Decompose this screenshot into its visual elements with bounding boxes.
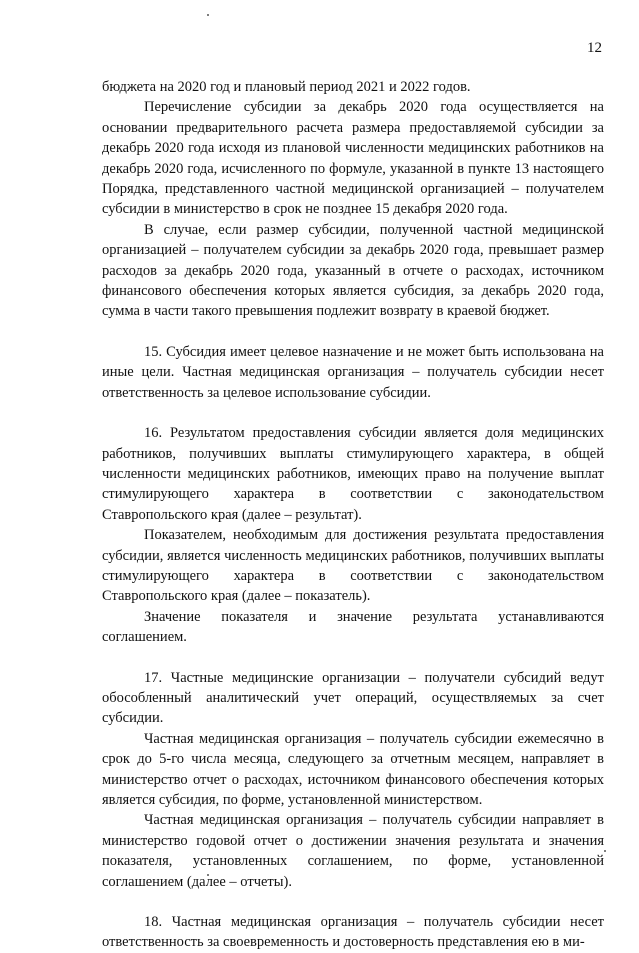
paragraph: В случае, если размер субсидии, полученной частной медицинской организацией – получателем субсидии за декабрь 2020 года, превышает размер расходов за декабрь 2020 года, указанный в отчете о расходах, источником финансового обеспечения которых является субсидия, за декабрь 2020 года, сумма в части такого превышения подлежит возврату в краевой бюджет. (102, 221, 604, 320)
document-body (102, 77, 604, 953)
paragraph: Частная медицинская организация – получатель субсидии ежемесячно в срок до 5-го числа месяца, следующего за отчетным месяцем, направляет в министерство отчет о расходах, источником финансового обеспечения которых является субсидия, по форме, установленной министерством. (102, 730, 604, 808)
paragraph-item-15: 15. Субсидия имеет целевое назначение и не может быть использована на иные цели. Частная медицинская организация – получатель субсидии несет ответственность за целевое использование субсидии. (102, 343, 604, 401)
paragraph-item-16: 16. Результатом предоставления субсидии является доля медицинских работников, получивших выплаты стимулирующего характера, в общей численности медицинских работников, имеющих право на получение выплат стимулирующего характера в соответствии с законодательством Ставропольского края (далее – результат). (102, 425, 604, 523)
scan-speck (207, 14, 209, 16)
paragraph: Частная медицинская организация – получатель субсидии направляет в министерство годовой отчет о достижении значения результата и значения показателя, установленных соглашением, по форме, установленной соглашением (далее – отчеты). (102, 812, 604, 890)
paragraph-item-18: 18. Частная медицинская организация – получатель субсидии несет ответственность за своевременность и достоверность представления ею в ми- (102, 914, 604, 951)
paragraph: Значение показателя и значение результата устанавливаются соглашением. (102, 608, 604, 646)
page-number: 12 (587, 40, 602, 56)
paragraph-item-17: 17. Частные медицинские организации – получатели субсидий ведут обособленный аналитический учет операций, осуществляемых за счет субсидии. (102, 669, 604, 727)
paragraph: Показателем, необходимым для достижения результата предоставления субсидии, является численность медицинских работников, получивших выплаты стимулирующего характера в соответствии с законодательством Ставропольского края (далее – показатель). (102, 527, 604, 605)
paragraph: Перечисление субсидии за декабрь 2020 года осуществляется на основании предварительного расчета размера предоставляемой субсидии за декабрь 2020 года исходя из плановой численности медицинских работников на декабрь 2020 года, исчисленного по формуле, указанной в пункте 13 настоящего Порядка, представленного частной медицинской организацией – получателем субсидии в министерство в срок не позднее 15 декабря 2020 года. (102, 99, 604, 218)
paragraph-continuation: бюджета на 2020 год и плановый период 2021 и 2022 годов. (102, 79, 471, 95)
scan-speck (604, 850, 606, 852)
